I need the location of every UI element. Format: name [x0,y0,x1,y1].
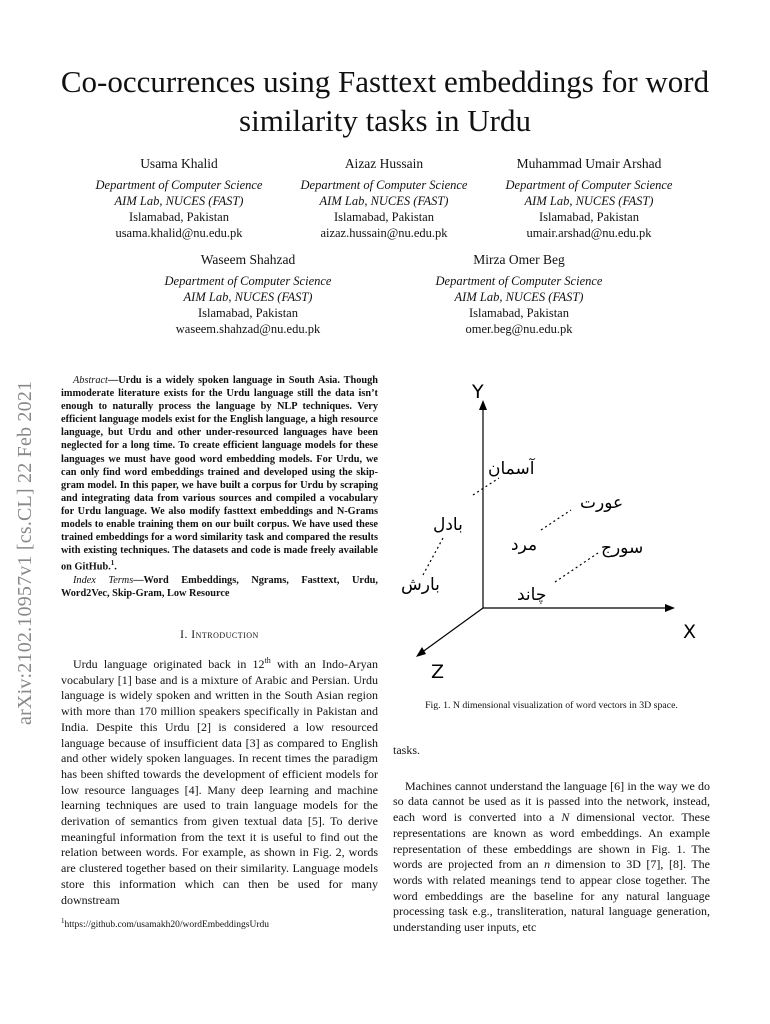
abstract-label: Abstract [73,375,108,386]
word-label: بادل [433,515,463,535]
index-terms-text: —Word Embeddings, Ngrams, Fasttext, Urdu, Word2Vec, Skip-Gram, Low Resource [61,574,378,599]
relation-line [555,553,598,582]
footnote-url[interactable]: https://github.com/usamakh20/wordEmbeddingsUrdu [64,920,269,931]
para-text-a: Machines cannot understand the language [6] in the way we do so data cannot be used as it is passed into the network, instead, each word is converted into a [393,778,710,825]
tasks-line: tasks. [393,743,420,757]
author-dept: Department of Computer Science [505,178,673,192]
x-axis-arrow [665,604,675,612]
abstract-footnote-mark: 1 [110,559,115,568]
author-lab: AIM Lab, NUCES (FAST) [183,290,313,304]
word-label: چاند [517,585,547,605]
relation-line [541,510,571,530]
author-email[interactable]: umair.arshad@nu.edu.pk [526,226,652,240]
para-text-b: dimensional vector. These representations are known as word embeddings. An example representation of these embeddings are shown in Fig. 1. The words are projected from an [393,810,710,872]
right-column [393,743,710,936]
section-heading [61,629,378,641]
author-location: Islamabad, Pakistan [129,210,229,224]
footnote [61,917,378,930]
paper-title [40,62,730,140]
intro-sup: th [264,656,271,665]
axis-label-z: Z [431,661,445,683]
author-name: Aizaz Hussain [344,156,424,171]
axis-label-y: Y [472,381,484,403]
author-dept: Department of Computer Science [95,178,263,192]
index-terms [61,574,378,600]
axis-label-x: X [683,621,697,643]
author-name: Waseem Shahzad [200,252,296,267]
index-terms-label: Index Terms [73,574,134,586]
author-block [145,252,351,337]
author-location: Islamabad, Pakistan [334,210,434,224]
author-email[interactable]: aizaz.hussain@nu.edu.pk [320,226,448,240]
var-n: n [544,857,551,872]
author-email[interactable]: usama.khalid@nu.edu.pk [115,226,243,240]
author-dept: Department of Computer Science [300,178,468,192]
title-line-2: similarity tasks in Urdu [239,103,531,138]
word-label: آسمان [488,459,535,479]
abstract [61,374,378,600]
word-vector-figure [393,370,710,688]
author-dept: Department of Computer Science [435,274,603,288]
author-name: Muhammad Umair Arshad [516,156,662,171]
section-number: I. [180,629,188,641]
word-label: مرد [511,535,538,555]
author-block [281,156,487,241]
author-location: Islamabad, Pakistan [198,306,298,320]
abstract-paragraph [61,374,378,574]
z-axis-arrow [416,647,426,657]
author-name: Mirza Omer Beg [473,252,565,267]
relation-line [473,478,499,495]
intro-text-b: with an Indo-Aryan vocabulary [1] base and is a mixture of Arabic and Persian. Urdu language is widely spoken and written in the South Asian region with more than 170 million speakers specifically in Pakistan and India. Despite this Urdu [2] is considered a low resourced language because of insufficient data [3] as compared to English and other widely spoken languages. In recent times the paradigm has been shifted towards the development of efficient models for low resource languages [4]. Many deep learning and machine learning techniques are used to train language models for the derivation of semantics from given textual data [5]. To derive meaningful information from the text it is useful to find out the relation between words. For example, as shown in Fig. 2, words are clustered together based on their similarity. Language models store this information which can then be used for many downstream [61,657,378,907]
author-name: Usama Khalid [140,156,218,171]
author-location: Islamabad, Pakistan [539,210,639,224]
title-line-1: Co-occurrences using Fasttext embeddings for word [60,64,710,99]
section-title: Introduction [191,629,259,641]
author-lab: AIM Lab, NUCES (FAST) [114,194,244,208]
intro-paragraph [61,653,378,908]
intro-text-a: Urdu language originated back in 12 [73,657,265,671]
embedding-paragraph [393,779,710,936]
word-label: بارش [401,575,440,595]
word-label: عورت [580,493,624,513]
z-axis [421,608,483,653]
figure-caption: Fig. 1. N dimensional visualization of word vectors in 3D space. [425,700,678,711]
arxiv-stamp: arXiv:2102.10957v1 [cs.CL] 22 Feb 2021 [14,380,36,725]
author-location: Islamabad, Pakistan [469,306,569,320]
author-block [416,252,622,337]
relation-line [423,538,443,575]
author-dept: Department of Computer Science [164,274,332,288]
author-lab: AIM Lab, NUCES (FAST) [319,194,449,208]
author-block [486,156,692,241]
author-lab: AIM Lab, NUCES (FAST) [454,290,584,304]
author-lab: AIM Lab, NUCES (FAST) [524,194,654,208]
author-email[interactable]: waseem.shahzad@nu.edu.pk [175,322,321,336]
footnote-mark: 1 [61,917,65,925]
word-label: سورج [601,538,644,558]
para-text-c: dimension to 3D [7], [8]. The words with related meanings tend to appear close together. The word embeddings are the baseline for any natural language processing task e.g., transliteration, natural language generation, understanding user inputs, etc [393,857,710,935]
author-block [76,156,282,241]
abstract-text: —Urdu is a widely spoken language in South Asia. Though immoderate literature exists for the Urdu language still the data isn’t enough to naturally process the language by NLP techniques. Very efficient language models exist for the English language, a high resource language, but Urdu and other under-resourced languages have been neglected for a long time. To create efficient language models for these languages we must have good word embedding models. For Urdu, we can only find word embeddings trained and developed using the skip-gram model. In this paper, we have built a corpus for Urdu by scraping and integrating data from various sources and compiled a vocabulary for Urdu language. We also modify fasttext embeddings and N-Grams models to enable training them on our built corpus. We have used these trained embeddings for a word similarity task and compared the results with existing techniques. The datasets and code is made freely available on GitHub. [61,375,378,573]
var-N: N [561,810,570,825]
abstract-end: . [114,561,117,573]
author-email[interactable]: omer.beg@nu.edu.pk [465,322,573,336]
